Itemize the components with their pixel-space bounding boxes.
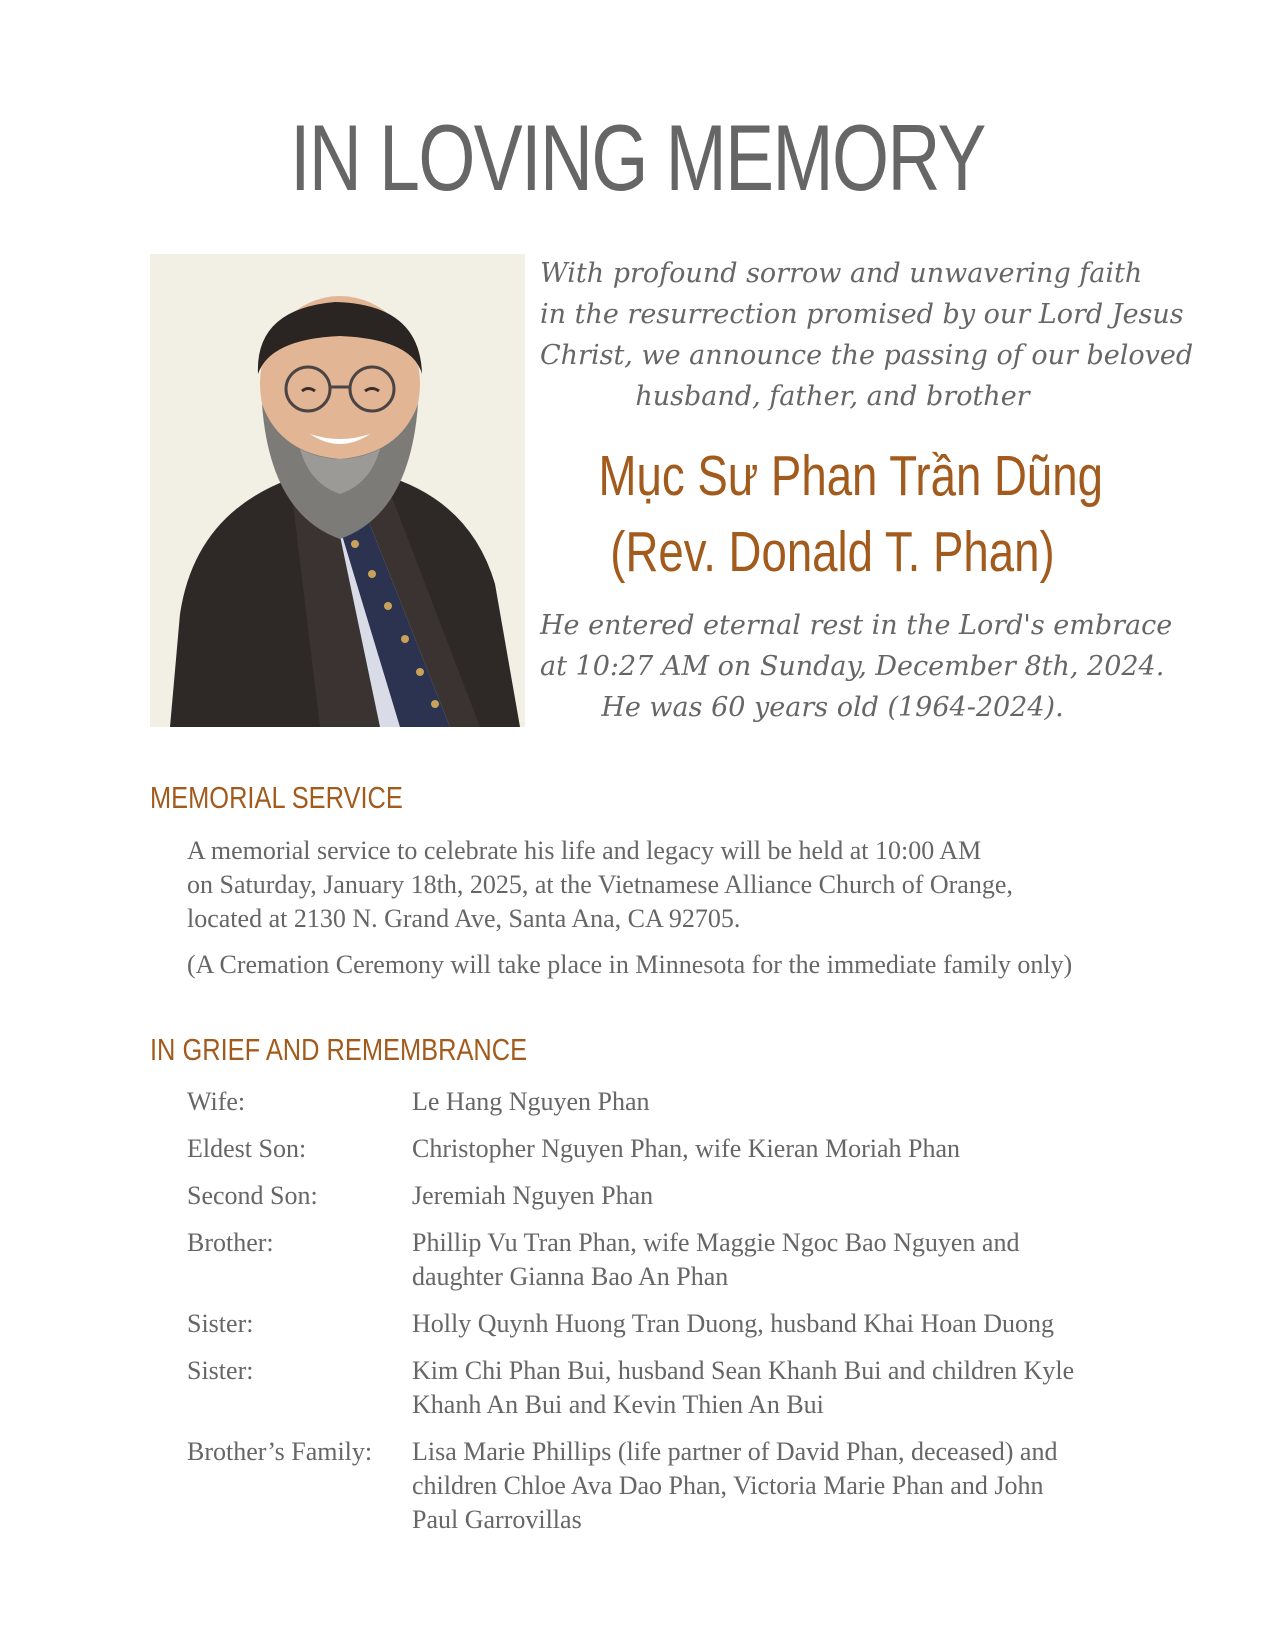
family-relation: Brother: <box>187 1228 274 1257</box>
memorial-service-heading: MEMORIAL SERVICE <box>150 780 403 815</box>
passing-line: He entered eternal rest in the Lord's embrace <box>540 610 1173 641</box>
announcement-line: Christ, we announce the passing of our beloved <box>540 340 1194 371</box>
family-names <box>412 1435 1117 1537</box>
service-line: on Saturday, January 18th, 2025, at the Vietnamese Alliance Church of Orange, <box>187 870 1013 899</box>
family-relation: Wife: <box>187 1087 246 1116</box>
family-relation: Sister: <box>187 1356 254 1385</box>
family-names <box>412 1354 1117 1422</box>
family-list <box>187 1085 1117 1550</box>
service-line: located at 2130 N. Grand Ave, Santa Ana, CA 92705. <box>187 904 741 933</box>
family-row <box>187 1307 1117 1341</box>
deceased-name <box>598 438 1104 590</box>
family-name-line: Jeremiah Nguyen Phan <box>412 1181 654 1210</box>
family-name-line: Paul Garrovillas <box>412 1505 582 1534</box>
memorial-service-details <box>187 834 1147 982</box>
announcement-line: husband, father, and brother <box>635 381 1030 412</box>
family-relation: Second Son: <box>187 1181 318 1210</box>
family-name-line: Phillip Vu Tran Phan, wife Maggie Ngoc Bao Nguyen and <box>412 1228 1020 1257</box>
family-row <box>187 1435 1117 1537</box>
grief-remembrance-heading: IN GRIEF AND REMEMBRANCE <box>150 1032 528 1067</box>
family-name-line: Kim Chi Phan Bui, husband Sean Khanh Bui and children Kyle <box>412 1356 1075 1385</box>
family-name-line: Le Hang Nguyen Phan <box>412 1087 650 1116</box>
family-name-line: children Chloe Ava Dao Phan, Victoria Marie Phan and John <box>412 1471 1044 1500</box>
family-name-line: daughter Gianna Bao An Phan <box>412 1262 729 1291</box>
family-relation: Brother’s Family: <box>187 1437 373 1466</box>
family-names <box>412 1179 1117 1213</box>
passing-details <box>540 605 1173 728</box>
family-name-line: Khanh An Bui and Kevin Thien An Bui <box>412 1390 824 1419</box>
announcement-line: With profound sorrow and unwavering faith <box>540 258 1143 289</box>
passing-line: He was 60 years old (1964-2024). <box>601 692 1064 723</box>
family-name-line: Lisa Marie Phillips (life partner of David Phan, deceased) and <box>412 1437 1058 1466</box>
family-relation: Eldest Son: <box>187 1134 307 1163</box>
family-row <box>187 1085 1117 1119</box>
family-names <box>412 1085 1117 1119</box>
portrait-illustration <box>150 254 525 727</box>
family-relation: Sister: <box>187 1309 254 1338</box>
family-names <box>412 1132 1117 1166</box>
service-line: A memorial service to celebrate his life and legacy will be held at 10:00 AM <box>187 836 982 865</box>
announcement-text <box>540 253 1194 417</box>
portrait-photo <box>150 254 525 727</box>
family-names <box>412 1307 1117 1341</box>
family-row <box>187 1132 1117 1166</box>
family-row <box>187 1179 1117 1213</box>
passing-line: at 10:27 AM on Sunday, December 8th, 2024. <box>540 651 1165 682</box>
family-name-line: Christopher Nguyen Phan, wife Kieran Moriah Phan <box>412 1134 961 1163</box>
family-row <box>187 1354 1117 1422</box>
vietnamese-name: Mục Sư Phan Trần Dũng <box>598 444 1104 508</box>
family-names <box>412 1226 1117 1294</box>
english-name: (Rev. Donald T. Phan) <box>610 520 1055 584</box>
family-name-line: Holly Quynh Huong Tran Duong, husband Khai Hoan Duong <box>412 1309 1055 1338</box>
cremation-note: (A Cremation Ceremony will take place in Minnesota for the immediate family only) <box>187 950 1073 979</box>
family-row <box>187 1226 1117 1294</box>
page-title: IN LOVING MEMORY <box>290 105 985 210</box>
announcement-line: in the resurrection promised by our Lord Jesus <box>540 299 1184 330</box>
